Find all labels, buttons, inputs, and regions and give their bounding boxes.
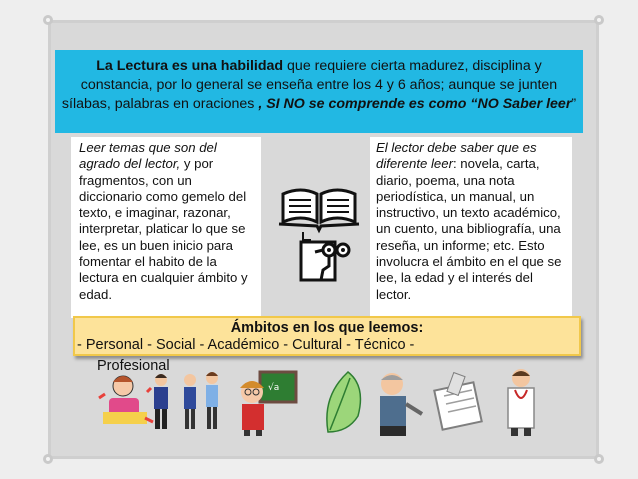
teacher-blackboard-icon bbox=[232, 366, 298, 438]
student-icon bbox=[150, 372, 172, 434]
reading-clipart bbox=[277, 180, 361, 284]
title-box bbox=[55, 50, 583, 133]
reader-icon bbox=[301, 242, 349, 280]
frame-ring-icon bbox=[594, 454, 604, 464]
title-text: que requiere cierta madurez, disciplina y constancia, por lo general se enseña entre los 4 y 6 años; aunque se junten sílabas, palabras en oraciones bbox=[61, 58, 558, 112]
cultural-leaf-icon bbox=[318, 366, 370, 438]
left-text-box bbox=[71, 137, 261, 318]
right-text-body: : novela, carta, diario, poema, una nota periodística, un manual, un instructivo, un texto académico, un cuento, una bibliografía, una reseña, un informe; etc. Esto involucra el ámbito en el que se lee, la edad y el interés del lector. bbox=[376, 156, 562, 302]
technician-icon bbox=[368, 368, 426, 438]
ambitos-list: - Personal - Social - Académico - Cultural - Técnico - bbox=[77, 337, 415, 353]
child-reading-icon bbox=[95, 368, 155, 430]
book-icon bbox=[279, 190, 359, 230]
left-text-body: y por fragmentos, con un diccionario como gemelo del texto, e imaginar, razonar, interpretar, platicar lo que se lee, es un buen inicio para fomentar el habito de la lectura en cualquier ámbito y edad. bbox=[79, 156, 248, 302]
ambitos-title: Ámbitos en los que leemos: bbox=[230, 320, 424, 336]
students-group-icon bbox=[176, 368, 232, 434]
arrow-icon bbox=[303, 232, 311, 240]
frame-ring-icon bbox=[43, 15, 53, 25]
left-text-italic: Leer temas que son del agrado del lector, bbox=[79, 140, 217, 172]
title-bold: La Lectura es una habilidad bbox=[96, 58, 284, 74]
ambitos-list-overflow: Profesional bbox=[97, 358, 170, 374]
title-emphasis: , SI NO se comprende es como “NO Saber leer bbox=[258, 96, 572, 112]
frame-ring-icon bbox=[594, 15, 604, 25]
svg-text:√a: √a bbox=[268, 383, 280, 393]
blueprint-scroll-icon bbox=[432, 370, 488, 436]
right-text-italic: El lector debe saber que es diferente leer bbox=[376, 140, 537, 172]
frame-ring-icon bbox=[43, 454, 53, 464]
doctor-icon bbox=[498, 366, 544, 438]
right-text-box bbox=[370, 137, 572, 318]
title-close-quote: ” bbox=[571, 96, 577, 112]
